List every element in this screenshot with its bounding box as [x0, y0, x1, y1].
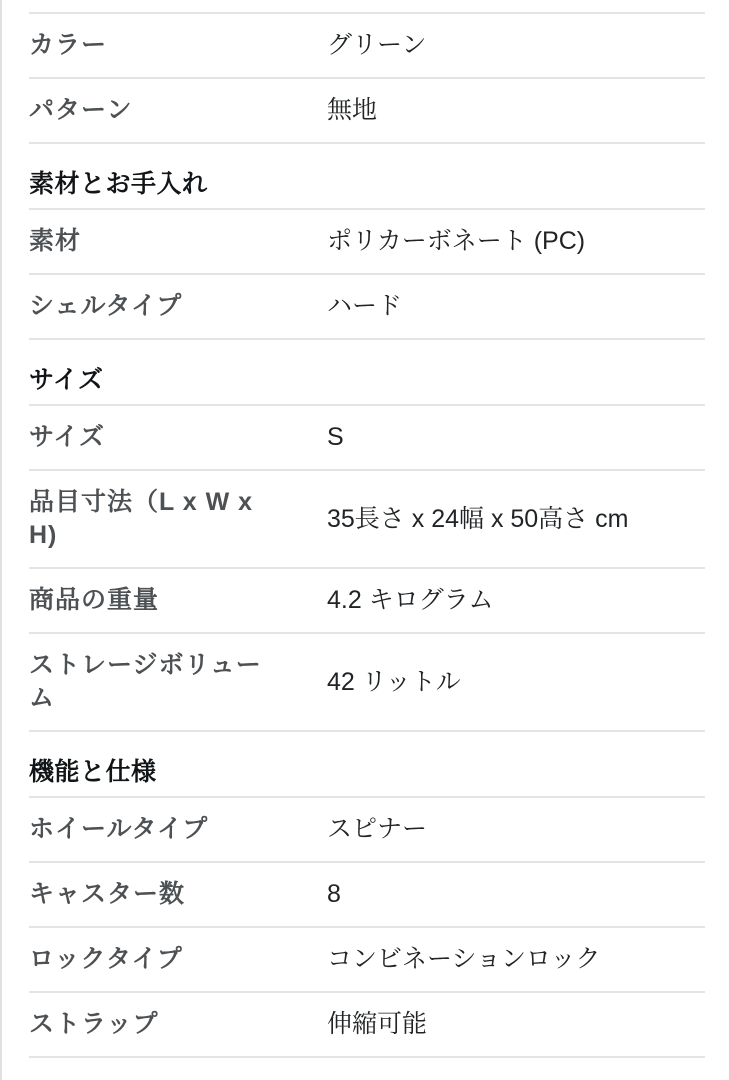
spec-value: 伸縮可能: [327, 1010, 428, 1038]
section-title: 機能と仕様: [29, 758, 157, 786]
section-header-row: [29, 340, 705, 406]
spec-row: [29, 79, 705, 144]
spec-label: ストレージボリューム: [29, 651, 262, 712]
spec-label: ストラップ: [29, 1010, 159, 1038]
spec-label: 品目寸法（L x W x H): [29, 488, 254, 549]
spec-value: 無地: [327, 96, 378, 124]
spec-value: 42 リットル: [327, 667, 461, 696]
spec-value: スピナー: [327, 815, 428, 843]
spec-row: [29, 275, 705, 340]
spec-label: ホイールタイプ: [29, 815, 209, 843]
spec-label: カラー: [29, 31, 108, 59]
spec-label: 商品の重量: [29, 586, 160, 614]
spec-row: [29, 569, 705, 634]
spec-value: グリーン: [327, 31, 427, 59]
spec-row: [29, 798, 705, 863]
spec-row: [29, 14, 705, 79]
spec-value: 8: [327, 880, 341, 908]
spec-value: ハード: [327, 292, 403, 320]
spec-row: [29, 471, 705, 569]
spec-row: [29, 863, 705, 928]
spec-value: コンビネーションロック: [327, 945, 601, 973]
spec-label: キャスター数: [29, 880, 186, 908]
product-spec-table: [29, 12, 705, 1058]
spec-label: サイズ: [29, 423, 106, 451]
spec-value: 35長さ x 24幅 x 50高さ cm: [327, 504, 629, 533]
spec-label: パターン: [29, 96, 133, 124]
spec-row: [29, 406, 705, 471]
spec-row: [29, 928, 705, 993]
section-title: 素材とお手入れ: [29, 170, 208, 198]
section-header-row: [29, 732, 705, 798]
section-header-row: [29, 144, 705, 210]
spec-label: 素材: [29, 227, 82, 255]
spec-row: [29, 993, 705, 1058]
spec-label: シェルタイプ: [29, 292, 183, 320]
spec-value: ポリカーボネート (PC): [327, 227, 586, 255]
spec-row: [29, 634, 705, 732]
spec-value: S: [327, 423, 344, 451]
spec-label: ロックタイプ: [29, 945, 183, 973]
spec-row: [29, 210, 705, 275]
section-title: サイズ: [29, 366, 104, 394]
spec-value: 4.2 キログラム: [327, 586, 494, 614]
